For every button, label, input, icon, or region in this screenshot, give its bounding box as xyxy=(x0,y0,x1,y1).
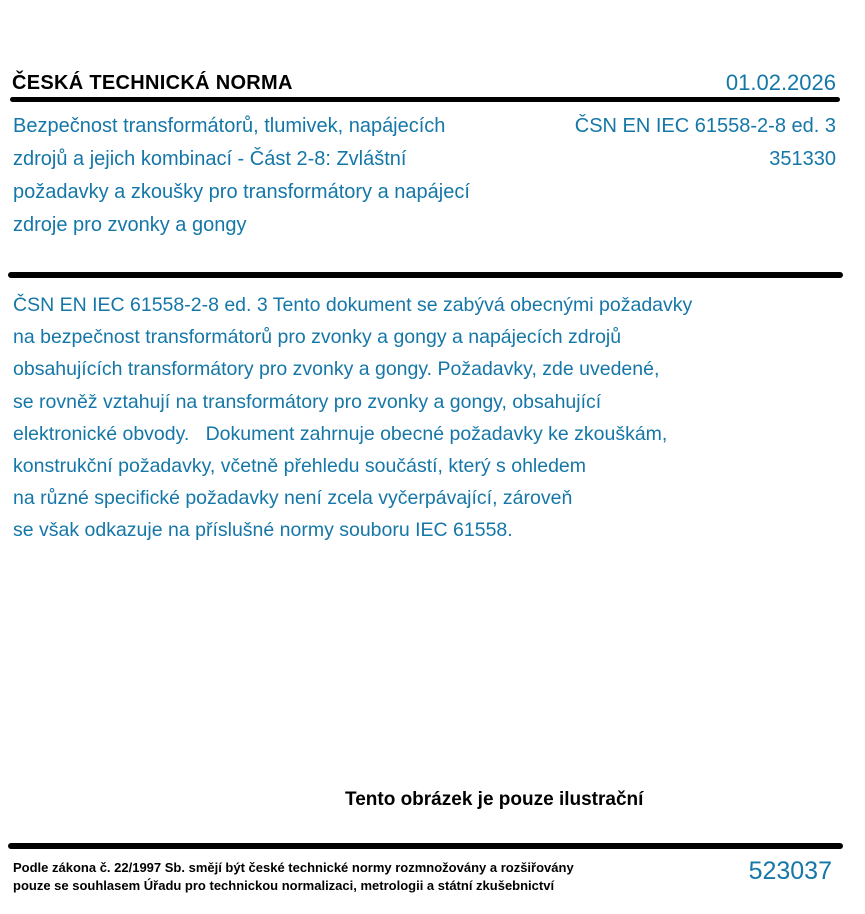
abstract-line: obsahujících transformátory pro zvonky a gongy. Požadavky, zde uvedené, xyxy=(13,358,660,381)
standard-class-number: 351330 xyxy=(769,148,836,170)
standard-identification xyxy=(575,110,836,176)
standard-title-line: požadavky a zkoušky pro transformátory a napájecí xyxy=(13,181,470,203)
abstract-line: na bezpečnost transformátorů pro zvonky a gongy a napájecích zdrojů xyxy=(13,326,622,349)
header-rule xyxy=(10,97,840,102)
header-title: ČESKÁ TECHNICKÁ NORMA xyxy=(12,72,293,94)
standard-title-line: zdrojů a jejich kombinací - Část 2-8: Zvláštní xyxy=(13,148,407,170)
abstract-line: se však odkazuje na příslušné normy souboru IEC 61558. xyxy=(13,519,513,542)
copyright-notice-line: pouze se souhlasem Úřadu pro technickou normalizaci, metrologii a státní zkušebnictví xyxy=(13,878,555,893)
abstract-line: se rovněž vztahují na transformátory pro zvonky a gongy, obsahující xyxy=(13,390,602,413)
illustration-note: Tento obrázek je pouze ilustrační xyxy=(345,789,644,810)
abstract-line: konstrukční požadavky, včetně přehledu součástí, který s ohledem xyxy=(13,455,587,478)
standard-title xyxy=(13,110,470,242)
standard-title-line: zdroje pro zvonky a gongy xyxy=(13,214,247,236)
title-abstract-divider xyxy=(8,272,843,278)
abstract-line: elektronické obvody. Dokument zahrnuje obecné požadavky ke zkouškám, xyxy=(13,422,668,445)
copyright-notice-line: Podle zákona č. 22/1997 Sb. smějí být české technické normy rozmnožovány a rozšiřovány xyxy=(13,860,574,875)
standard-designation: ČSN EN IEC 61558-2-8 ed. 3 xyxy=(574,115,836,137)
standard-title-line: Bezpečnost transformátorů, tlumivek, napájecích xyxy=(13,115,446,137)
copyright-notice xyxy=(13,859,574,895)
publication-date: 01.02.2026 xyxy=(725,70,836,95)
order-number: 523037 xyxy=(748,857,832,885)
abstract-text xyxy=(13,289,692,547)
abstract-line: na různé specifické požadavky není zcela vyčerpávající, zároveň xyxy=(13,487,573,510)
abstract-line: ČSN EN IEC 61558-2-8 ed. 3 Tento dokument se zabývá obecnými požadavky xyxy=(13,294,693,316)
footer-rule xyxy=(8,843,843,849)
